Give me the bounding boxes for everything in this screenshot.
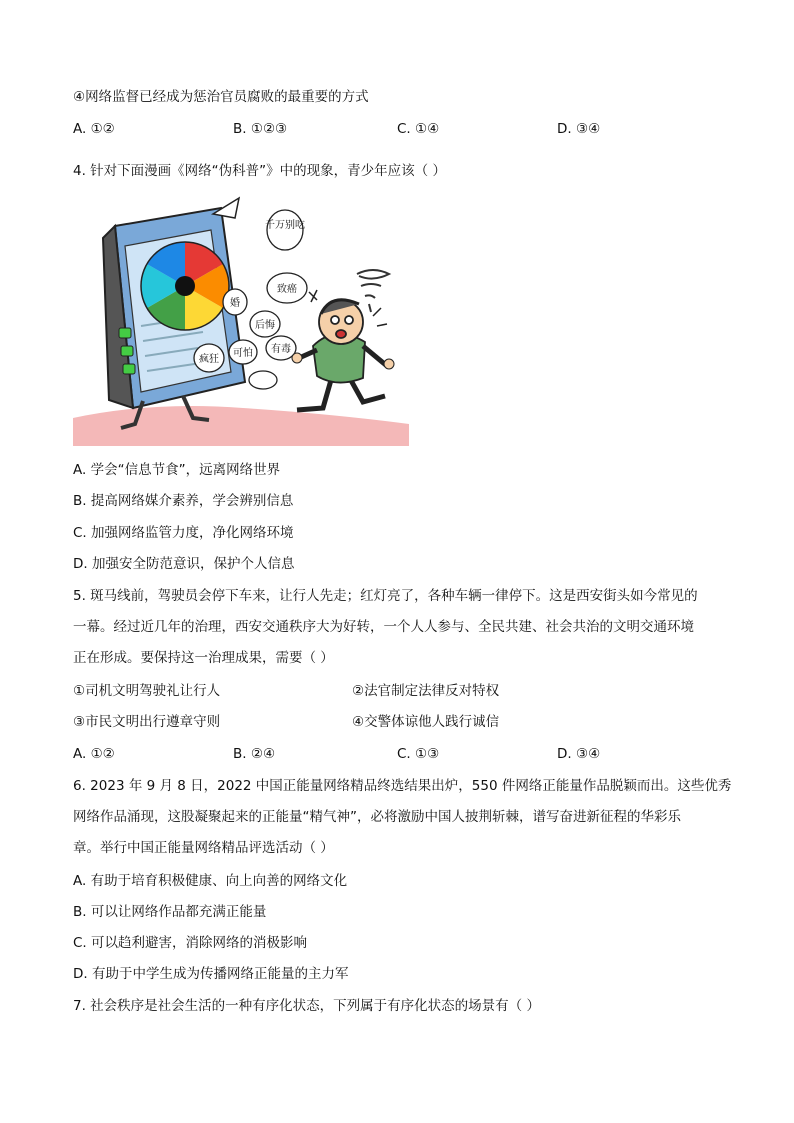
q5-stem-line-2: 一幕。经过近几年的治理，西安交通秩序大为好转，一个人人参与、全民共建、社会共治的文明交通环境 [73, 619, 694, 635]
bubble-2: 致癌 [277, 284, 297, 295]
bubble-7: 可怕 [233, 348, 253, 359]
q4-option-b[interactable]: B. 提高网络媒介素养，学会辨别信息 [73, 493, 294, 509]
q6-stem [73, 771, 732, 864]
q5-option-b[interactable]: B. ②④ [233, 746, 276, 762]
q6-stem-line-2: 网络作品涌现，这股凝聚起来的正能量“精气神”，必将激励中国人披荆斩棘，谱写奋进新征程的华彩乐 [73, 809, 681, 825]
q6-option-d[interactable]: D. 有助于中学生成为传播网络正能量的主力军 [73, 966, 349, 982]
q3-option-b[interactable]: B. ①②③ [233, 121, 288, 137]
q4-option-c[interactable]: C. 加强网络监管力度，净化网络环境 [73, 525, 294, 541]
q5-option-a[interactable]: A. ①② [73, 746, 115, 762]
q6-stem-line-1: 6. 2023 年 9 月 8 日，2022 中国正能量网络精品终选结果出炉，550 件网络正能量作品脱颖而出。这些优秀 [73, 778, 732, 794]
q3-option-d[interactable]: D. ③④ [557, 121, 601, 137]
q5-item-2: ②法官制定法律反对特权 [352, 683, 500, 699]
q5-option-d[interactable]: D. ③④ [557, 746, 601, 762]
q5-item-3: ③市民文明出行遵章守则 [73, 714, 221, 730]
q6-option-a[interactable]: A. 有助于培育积极健康、向上向善的网络文化 [73, 873, 348, 889]
q3-option-a[interactable]: A. ①② [73, 121, 115, 137]
q5-option-c[interactable]: C. ①③ [397, 746, 440, 762]
bubble-6: 疯狂 [199, 354, 219, 365]
q6-option-c[interactable]: C. 可以趋利避害，消除网络的消极影响 [73, 935, 308, 951]
statement-4: ④网络监督已经成为惩治官员腐败的最重要的方式 [73, 89, 369, 105]
cartoon-fake-science [73, 196, 409, 446]
q3-option-c[interactable]: C. ①④ [397, 121, 440, 137]
bubble-3: 婚 [230, 298, 240, 309]
q5-item-1: ①司机文明驾驶礼让行人 [73, 683, 221, 699]
q7-stem: 7. 社会秩序是社会生活的一种有序化状态，下列属于有序化状态的场景有（ ） [73, 998, 540, 1014]
q5-stem-line-1: 5. 斑马线前，驾驶员会停下车来，让行人先走；红灯亮了，各种车辆一律停下。这是西安街头如今常见的 [73, 588, 698, 604]
q4-stem: 4. 针对下面漫画《网络“伪科普”》中的现象，青少年应该（ ） [73, 163, 446, 179]
bubble-4: 后悔 [255, 320, 275, 331]
bubble-1: 千万别吃 [265, 220, 305, 231]
q5-stem [73, 581, 723, 674]
q6-option-b[interactable]: B. 可以让网络作品都充满正能量 [73, 904, 267, 920]
q4-option-a[interactable]: A. 学会“信息节食”，远离网络世界 [73, 462, 281, 478]
q5-stem-line-3: 正在形成。要保持这一治理成果，需要（ ） [73, 650, 334, 666]
bubble-5: 有毒 [271, 344, 291, 355]
q5-item-4: ④交警体谅他人践行诚信 [352, 714, 500, 730]
q6-stem-line-3: 章。举行中国正能量网络精品评选活动（ ） [73, 840, 334, 856]
q4-option-d[interactable]: D. 加强安全防范意识，保护个人信息 [73, 556, 295, 572]
